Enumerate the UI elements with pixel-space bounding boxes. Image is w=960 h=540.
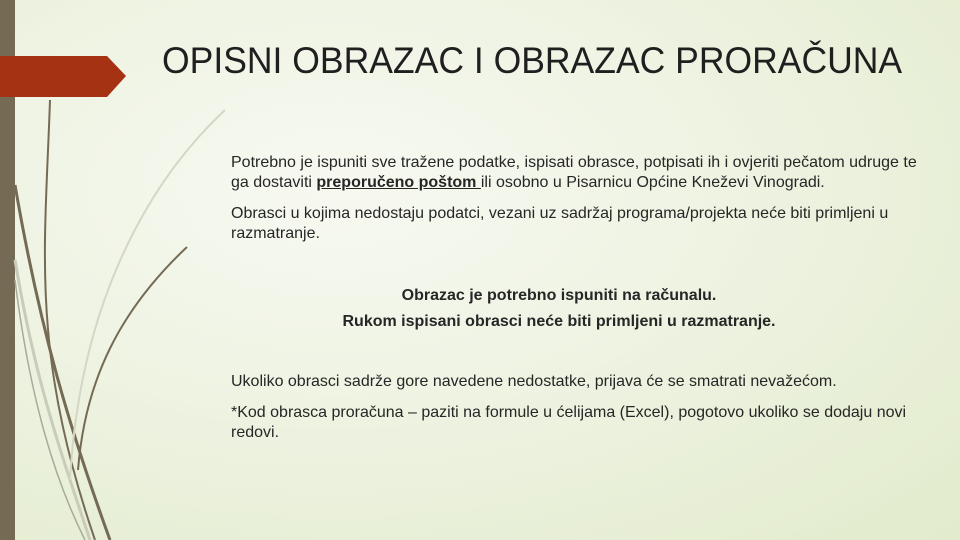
slide-body bbox=[231, 153, 931, 454]
title-arrow-banner bbox=[0, 56, 126, 97]
emphasis-registered-mail: preporučeno poštom bbox=[316, 174, 481, 191]
paragraph-invalid-application: Ukoliko obrasci sadrže gore navedene nedostatke, prijava će se smatrati nevažećom. bbox=[231, 373, 837, 390]
notice-handwritten-rejected: Rukom ispisani obrasci neće biti primljeni u razmatranje. bbox=[342, 313, 776, 330]
notice-computer-fill: Obrazac je potrebno ispuniti na računalu. bbox=[401, 287, 717, 304]
slide-title: OPISNI OBRAZAC I OBRAZAC PRORAČUNA bbox=[162, 40, 903, 81]
paragraph-missing-data: Obrasci u kojima nedostaju podatci, vezani uz sadržaj programa/projekta neće biti primljeni u razmatranje. bbox=[231, 205, 889, 242]
paragraph-budget-note: *Kod obrasca proračuna – paziti na formule u ćelijama (Excel), pogotovo ukoliko se dodaju novi redovi. bbox=[231, 404, 907, 441]
paragraph-submission: Potrebno je ispuniti sve tražene podatke, ispisati obrasce, potpisati ih i ovjeriti pečatom udruge te ga dostaviti preporučeno poštom ili osobno u Pisarnicu Općine Kneževi Vinogradi. bbox=[231, 154, 917, 191]
